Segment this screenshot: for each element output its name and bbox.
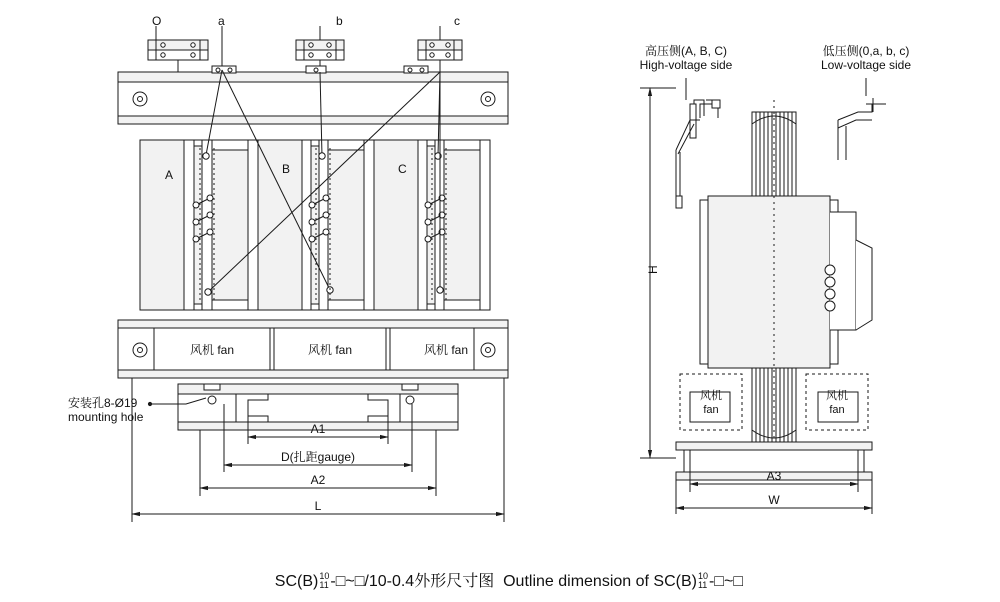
terminal-label-a: a — [218, 14, 225, 28]
dimension-label-A2: A2 — [310, 473, 326, 487]
figure-caption — [257, 550, 743, 602]
side-fan-left-label-cn: 风机 — [700, 390, 722, 402]
caption-cn-tail: -□~□/10-0.4外形尺寸图 — [330, 573, 495, 590]
side-fan-left-label-en: fan — [703, 404, 719, 416]
phase-label-C: C — [398, 162, 407, 176]
dimension-label-H: H — [646, 265, 660, 274]
hv-side-label-en: High-voltage side — [639, 58, 733, 72]
phase-label-B: B — [282, 162, 291, 176]
terminal-label-b: b — [336, 14, 343, 28]
mounting-hole-label-en: mounting hole — [68, 410, 144, 424]
mounting-hole-label-cn: 安装孔8-Ø19 — [68, 396, 138, 410]
lv-side-label-cn: 低压侧(0,a, b, c) — [822, 44, 910, 58]
side-fan-right-label-cn: 风机 — [826, 390, 848, 402]
caption-cn-lead: SC(B) — [274, 573, 319, 590]
hv-side-label-cn: 高压侧(A, B, C) — [644, 44, 728, 58]
lv-side-label-en: Low-voltage side — [820, 58, 912, 72]
terminal-label-O: O — [152, 14, 162, 28]
front-fan-label-2: 风机 fan — [307, 343, 353, 357]
top-clamping-beam — [118, 66, 508, 124]
side-fan-right-label-en: fan — [829, 404, 845, 416]
dimension-label-L: L — [314, 499, 322, 513]
caption-en-tail: -□~□ — [708, 573, 743, 590]
caption-frac-top-cn: 10 — [319, 570, 330, 581]
terminal-label-c: c — [454, 14, 460, 28]
dimension-label-A3: A3 — [766, 469, 782, 483]
caption-frac-bottom-en: 11 — [697, 579, 708, 590]
caption-fraction-cn — [319, 572, 329, 590]
lv-terminal-block — [825, 212, 872, 330]
coil-core-assembly — [140, 140, 490, 310]
side-annotation-leaders — [686, 78, 866, 100]
side-coil-body — [700, 196, 838, 368]
caption-frac-bottom-cn: 11 — [319, 579, 329, 590]
front-fan-label-1: 风机 fan — [189, 343, 235, 357]
caption-frac-top-en: 10 — [697, 570, 708, 581]
caption-fraction-en — [698, 572, 708, 590]
dimension-label-D: D(扎距gauge) — [280, 450, 356, 464]
dimension-label-W: W — [768, 493, 780, 507]
phase-label-A: A — [165, 168, 174, 182]
front-fan-label-3: 风机 fan — [423, 343, 469, 357]
caption-en-lead: Outline dimension of SC(B) — [503, 573, 697, 590]
dimension-label-A1: A1 — [310, 422, 326, 436]
